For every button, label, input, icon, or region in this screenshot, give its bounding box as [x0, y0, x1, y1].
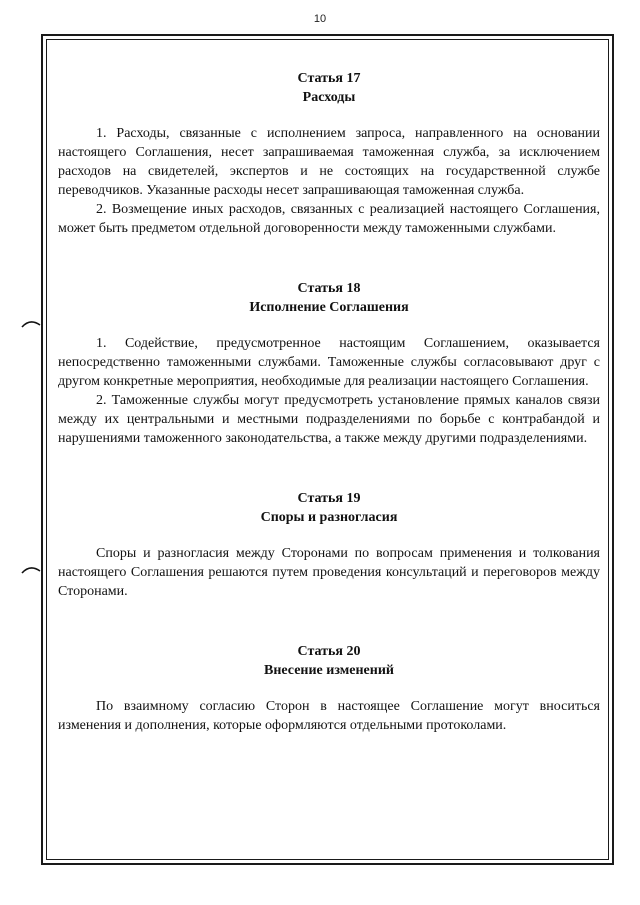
paragraph: 1. Расходы, связанные с исполнением запроса, направленного на основании настоящего Соглашения, несет запрашиваемая таможенная служба, за исключением расходов на свидетелей, экспертов и не состоящих на государственной службе переводчиков. Указанные расходы несет запрашивающая таможенная служба. — [58, 126, 600, 198]
document-body — [58, 69, 600, 735]
page-number: 10 — [313, 13, 327, 25]
article-19 — [58, 489, 600, 601]
article-17 — [58, 69, 600, 238]
paragraph: 1. Содействие, предусмотренное настоящим Соглашением, оказывается непосредственно таможенными службами. Таможенные службы согласовывают друг с другом конкретные мероприятия, необходимые для реализации настоящего Соглашения. — [58, 336, 600, 389]
article-heading: Расходы — [302, 90, 356, 105]
article-heading: Споры и разногласия — [260, 510, 398, 525]
article-title: Статья 18 — [297, 281, 361, 296]
article-title: Статья 20 — [297, 644, 361, 659]
article-heading: Внесение изменений — [264, 663, 394, 678]
paragraph: 2. Таможенные службы могут предусмотреть установление прямых каналов связи между их центральными и местными подразделениями по борьбе с контрабандой и нарушениями таможенного законодательства, а также между другими подразделениями. — [58, 393, 600, 446]
article-20 — [58, 642, 600, 735]
article-title: Статья 19 — [297, 491, 361, 506]
article-heading: Исполнение Соглашения — [249, 300, 409, 315]
paragraph: 2. Возмещение иных расходов, связанных с реализацией настоящего Соглашения, может быть предметом отдельной договоренности между таможенными службами. — [58, 202, 600, 236]
article-18 — [58, 279, 600, 448]
paragraph: Споры и разногласия между Сторонами по вопросам применения и толкования настоящего Соглашения решаются путем проведения консультаций и переговоров между Сторонами. — [58, 546, 600, 599]
article-title: Статья 17 — [297, 71, 361, 86]
binder-hole-mark-top — [21, 317, 41, 329]
paragraph: По взаимному согласию Сторон в настоящее Соглашение могут вноситься изменения и дополнения, которые оформляются отдельными протоколами. — [58, 699, 600, 733]
binder-hole-mark-bottom — [21, 563, 41, 575]
